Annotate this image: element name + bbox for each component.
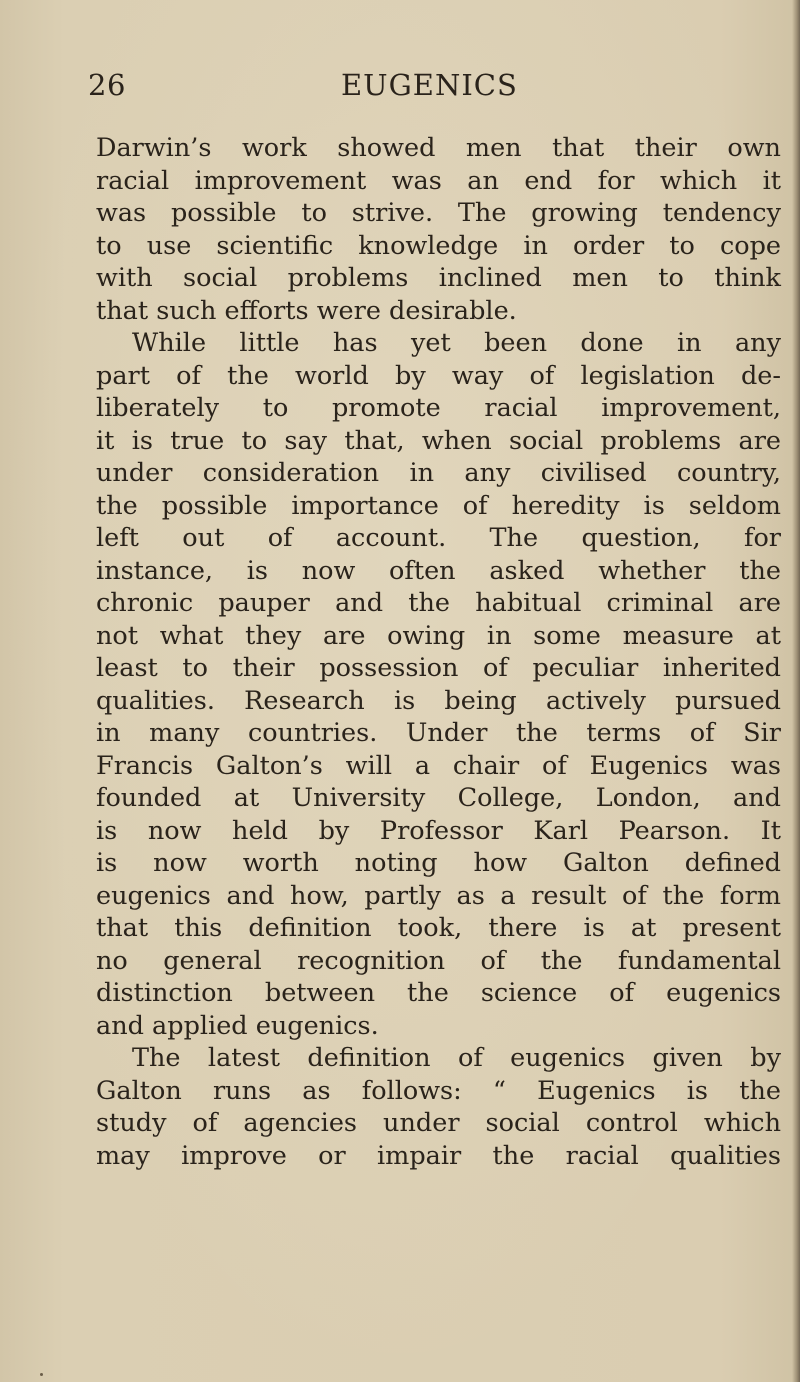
text-line: was possible to strive. The growing tendency (96, 198, 781, 228)
body-text (96, 132, 781, 1172)
text-line: to use scientific knowledge in order to cope (96, 230, 781, 261)
text-line: left out of account. The question, for (96, 523, 781, 553)
text-line: no general recognition of the fundamental (96, 945, 781, 976)
text-line: study of agencies under social control which (96, 1108, 781, 1138)
text-line: distinction between the science of eugenics (96, 978, 781, 1008)
text-line: founded at University College, London, and (96, 783, 781, 813)
paper-speck (40, 1373, 43, 1376)
text-line: under consideration in any civilised country, (96, 458, 781, 488)
text-line: liberately to promote racial improvement, (96, 393, 781, 423)
text-line: Galton runs as follows: “ Eugenics is the (96, 1075, 781, 1106)
text-line: is now held by Professor Karl Pearson. It (96, 815, 781, 846)
running-title: EUGENICS (341, 68, 518, 102)
text-line: in many countries. Under the terms of Sir (96, 718, 781, 748)
text-line: is now worth noting how Galton defined (96, 848, 781, 878)
page-edge-shadow (792, 0, 800, 1382)
text-line: qualities. Research is being actively pursued (96, 685, 781, 716)
text-line: with social problems inclined men to think (96, 263, 781, 293)
text-line: that this definition took, there is at present (96, 913, 781, 943)
text-line: Francis Galton’s will a chair of Eugenics was (96, 750, 781, 781)
text-line: instance, is now often asked whether the (96, 555, 781, 586)
text-line: racial improvement was an end for which it (96, 165, 781, 196)
text-line: and applied eugenics. (96, 1010, 379, 1041)
text-line: the possible importance of heredity is seldom (96, 490, 781, 521)
text-line: least to their possession of peculiar inherited (96, 653, 781, 683)
text-line: part of the world by way of legislation de- (96, 360, 781, 391)
text-line: that such efforts were desirable. (96, 295, 517, 326)
text-line: may improve or impair the racial qualities (96, 1140, 781, 1171)
text-line: Darwin’s work showed men that their own (96, 133, 781, 163)
page-header (88, 68, 782, 112)
text-line: The latest definition of eugenics given by (132, 1043, 781, 1073)
page-number: 26 (88, 68, 126, 102)
text-line: While little has yet been done in any (132, 328, 781, 358)
text-line: eugenics and how, partly as a result of the form (96, 880, 781, 911)
text-line: it is true to say that, when social problems are (96, 425, 781, 456)
text-line: chronic pauper and the habitual criminal are (96, 588, 781, 618)
text-line: not what they are owing in some measure at (96, 620, 781, 651)
